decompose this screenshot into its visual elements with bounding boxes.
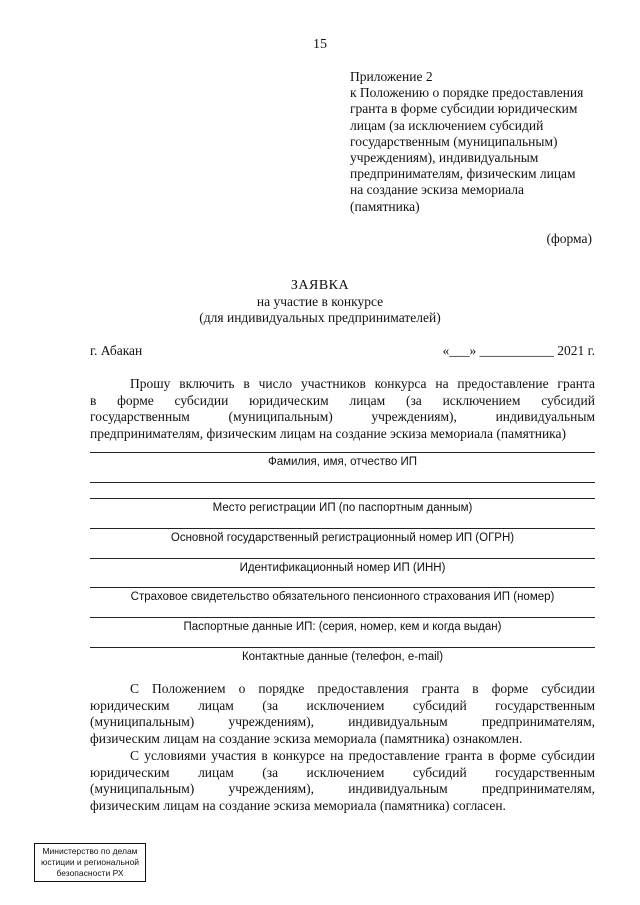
paragraph-line: физическим лицам на создание эскиза мемориала (памятника) согласен. xyxy=(90,797,506,813)
field-label: Основной государственный регистрационный номер ИП (ОГРН) xyxy=(170,532,515,544)
document-title xyxy=(0,278,640,326)
paragraph-line: физическим лицам на создание эскиза мемориала (памятника) ознакомлен. xyxy=(90,730,523,746)
field-rule xyxy=(90,528,595,529)
stamp-line: юстиции и региональной xyxy=(40,857,140,867)
paragraph-line: предпринимателям, физическим лицам на создание эскиза мемориала (памятника) xyxy=(90,425,567,441)
form-label: (форма) xyxy=(546,231,592,246)
acknowledgement-paragraph xyxy=(90,681,595,747)
appendix-line: к Положению о порядке предоставления xyxy=(350,85,584,101)
appendix-line: Приложение 2 xyxy=(350,69,433,84)
field-rule xyxy=(90,498,595,499)
field-rule xyxy=(90,452,595,453)
field-ogrn xyxy=(90,528,595,544)
paragraph-line: в форме субсидии юридическим лицам (за исключением субсидий xyxy=(90,392,595,408)
field-label: Страховое свидетельство обязательного пенсионного страхования ИП (номер) xyxy=(130,591,555,603)
title-sub: на участие в конкурсе xyxy=(256,294,384,309)
consent-paragraph xyxy=(90,748,595,814)
field-rule xyxy=(90,558,595,559)
appendix-line: предпринимателям, физическим лицам xyxy=(350,166,576,182)
field-label: Паспортные данные ИП: (серия, номер, кем и когда выдан) xyxy=(183,621,502,633)
appendix-line: лицам (за исключением субсидий xyxy=(350,117,544,133)
field-rule xyxy=(90,482,595,483)
appendix-line: гранта в форме субсидии юридическим xyxy=(350,101,578,117)
stamp-line: безопасности РХ xyxy=(56,868,124,878)
appendix-line: (памятника) xyxy=(350,198,420,214)
field-snils xyxy=(90,587,595,603)
title-main: ЗАЯВКА xyxy=(290,278,350,293)
paragraph-line: юридическим лицам (за исключением субсидий государственным xyxy=(90,697,595,713)
field-extra-line xyxy=(90,482,595,483)
field-label: Фамилия, имя, отчество ИП xyxy=(267,456,418,468)
paragraph-line: государственным (муниципальным) учреждениям), индивидуальным xyxy=(90,409,595,425)
paragraph-line: (муниципальным) учреждениям), индивидуальным предпринимателям, xyxy=(90,714,595,730)
field-inn xyxy=(90,558,595,574)
field-label: Контактные данные (телефон, e-mail) xyxy=(241,651,444,663)
paragraph-line: С условиями участия в конкурсе на предоставление гранта в форме субсидии xyxy=(130,748,595,763)
title-sub: (для индивидуальных предпринимателей) xyxy=(199,310,441,325)
field-full-name xyxy=(90,452,595,468)
field-registration-place xyxy=(90,498,595,514)
page-number: 15 xyxy=(313,37,327,52)
field-rule xyxy=(90,647,595,648)
city: г. Абакан xyxy=(90,343,143,358)
appendix-line: учреждениям), индивидуальным xyxy=(350,150,539,166)
field-rule xyxy=(90,617,595,618)
field-passport xyxy=(90,617,595,633)
paragraph-line: С Положением о порядке предоставления гранта в форме субсидии xyxy=(130,681,595,696)
date-field: «___» ___________ 2021 г. xyxy=(442,343,595,358)
field-label: Идентификационный номер ИП (ИНН) xyxy=(239,562,446,574)
appendix-line: государственным (муниципальным) xyxy=(350,133,558,149)
field-rule xyxy=(90,587,595,588)
request-paragraph xyxy=(90,376,595,442)
ministry-stamp xyxy=(34,843,146,882)
paragraph-line: юридическим лицам (за исключением субсидий государственным xyxy=(90,764,595,780)
stamp-line: Министерство по делам xyxy=(42,846,138,856)
appendix-header xyxy=(350,69,610,215)
appendix-line: на создание эскиза мемориала xyxy=(350,182,525,198)
paragraph-line: (муниципальным) учреждениям), индивидуальным предпринимателям, xyxy=(90,781,595,797)
field-label: Место регистрации ИП (по паспортным данным) xyxy=(212,502,473,514)
field-contacts xyxy=(90,647,595,663)
paragraph-line: Прошу включить в число участников конкурса на предоставление гранта xyxy=(130,376,595,391)
